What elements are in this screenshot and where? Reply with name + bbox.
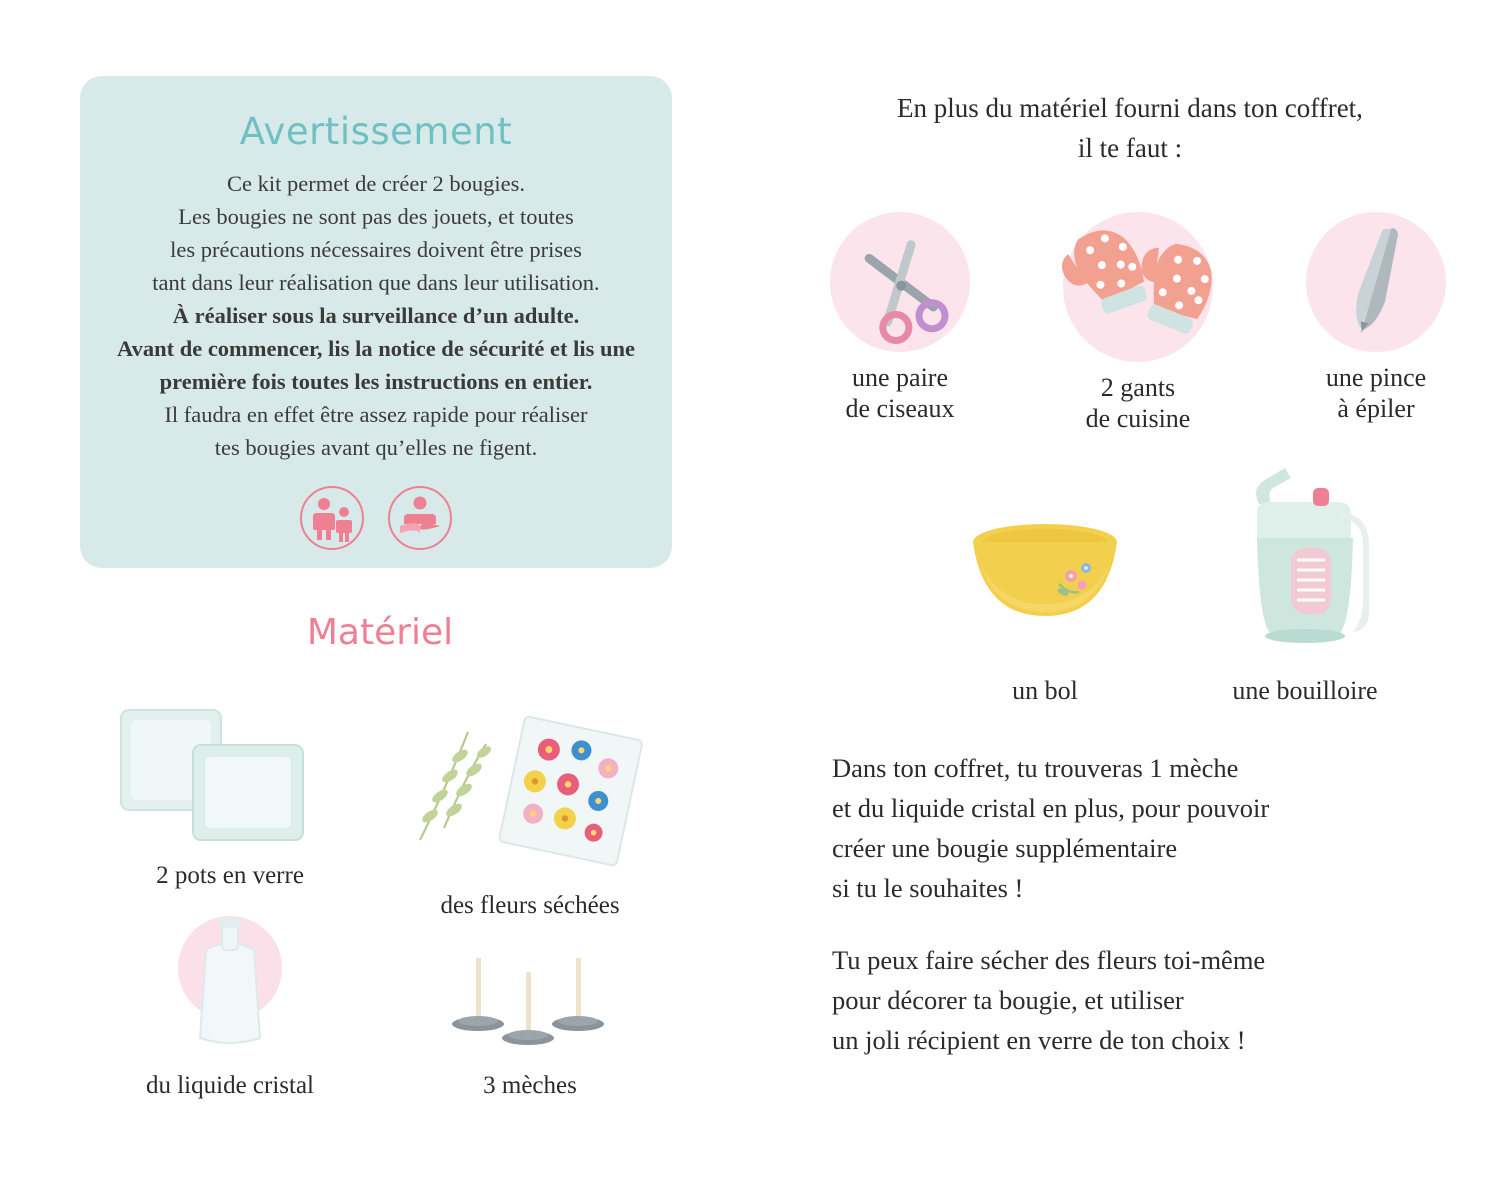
glass-jars-icon — [115, 700, 345, 850]
intro-line-2: il te faut : — [1077, 133, 1183, 163]
tool-caption-bowl: un bol — [1012, 676, 1078, 705]
tweezers-circle — [1306, 212, 1446, 352]
warning-line-9: tes bougies avant qu’elles ne figent. — [214, 435, 538, 460]
warning-title: Avertissement — [239, 110, 513, 153]
scissors-icon — [830, 212, 970, 352]
scissors-circle — [830, 212, 970, 352]
kettle-icon — [1195, 460, 1415, 660]
warning-line-3: les précautions nécessaires doivent être prises — [170, 237, 582, 262]
candle-wicks-icon — [430, 950, 630, 1060]
warning-icon-row — [108, 486, 644, 550]
warning-line-4: tant dans leur réalisation que dans leur utilisation. — [152, 270, 600, 295]
read-instructions-icon — [388, 486, 452, 550]
tools-row-1 — [820, 212, 1456, 434]
paragraph-2-line-1: Tu peux faire sécher des fleurs toi-même — [832, 945, 1266, 975]
intro-text — [760, 88, 1500, 168]
tools-row-2 — [955, 460, 1415, 706]
paragraph-1-line-3: créer une bougie supplémentaire — [832, 833, 1178, 863]
warning-panel — [80, 76, 672, 568]
tool-kettle — [1195, 460, 1415, 706]
tweezers-icon — [1306, 212, 1446, 352]
warning-line-6: Avant de commencer, lis la notice de sécurité et lis une — [116, 336, 636, 361]
materiel-caption-liquid: du liquide cristal — [145, 1072, 315, 1099]
tool-caption-tweezers-2: à épiler — [1337, 394, 1415, 423]
materiel-caption-flowers: des fleurs séchées — [440, 892, 620, 919]
tool-caption-mitts-1: 2 gants — [1100, 373, 1176, 402]
intro-line-1: En plus du matériel fourni dans ton coffret, — [897, 93, 1363, 123]
paragraph-1-line-2: et du liquide cristal en plus, pour pouvoir — [832, 793, 1270, 823]
tool-scissors — [820, 212, 980, 434]
warning-line-8: Il faudra en effet être assez rapide pour réaliser — [164, 402, 588, 427]
materiel-item-flowers — [380, 710, 680, 921]
paragraph-1 — [832, 748, 1269, 908]
materiel-item-jars — [100, 700, 360, 891]
adult-supervision-icon — [300, 486, 364, 550]
materiel-caption-jars: 2 pots en verre — [156, 862, 304, 889]
warning-line-5: À réaliser sous la surveillance d’un adulte. — [172, 303, 580, 328]
warning-line-7: première fois toutes les instructions en entier. — [159, 369, 593, 394]
oven-mitts-icon — [1038, 212, 1238, 362]
tool-caption-kettle: une bouilloire — [1232, 676, 1378, 705]
dried-flowers-icon — [400, 710, 660, 880]
paragraph-1-line-4: si tu le souhaites ! — [832, 873, 1024, 903]
materiel-item-liquid — [90, 910, 370, 1101]
tool-bowl — [955, 480, 1135, 706]
paragraph-2-line-2: pour décorer ta bougie, et utiliser — [832, 985, 1184, 1015]
tool-oven-mitts — [1048, 212, 1228, 434]
materiel-item-wicks — [410, 950, 650, 1101]
tool-caption-tweezers-1: une pince — [1325, 363, 1427, 392]
warning-line-2: Les bougies ne sont pas des jouets, et toutes — [178, 204, 574, 229]
paragraph-2 — [832, 940, 1265, 1060]
crystal-liquid-pouch-icon — [140, 910, 320, 1060]
bowl-icon — [955, 480, 1135, 660]
warning-line-1: Ce kit permet de créer 2 bougies. — [226, 171, 525, 196]
paragraph-1-line-1: Dans ton coffret, tu trouveras 1 mèche — [832, 753, 1239, 783]
materiel-caption-wicks: 3 mèches — [483, 1072, 577, 1099]
oven-mitts-circle — [1063, 212, 1213, 362]
right-column — [760, 0, 1500, 1184]
tool-caption-scissors-2: de ciseaux — [845, 394, 955, 423]
paragraph-2-line-3: un joli récipient en verre de ton choix ! — [832, 1025, 1246, 1055]
tool-caption-scissors-1: une paire — [851, 363, 948, 392]
materiel-title: Matériel — [306, 612, 454, 653]
tool-caption-mitts-2: de cuisine — [1085, 404, 1191, 433]
tool-tweezers — [1296, 212, 1456, 434]
